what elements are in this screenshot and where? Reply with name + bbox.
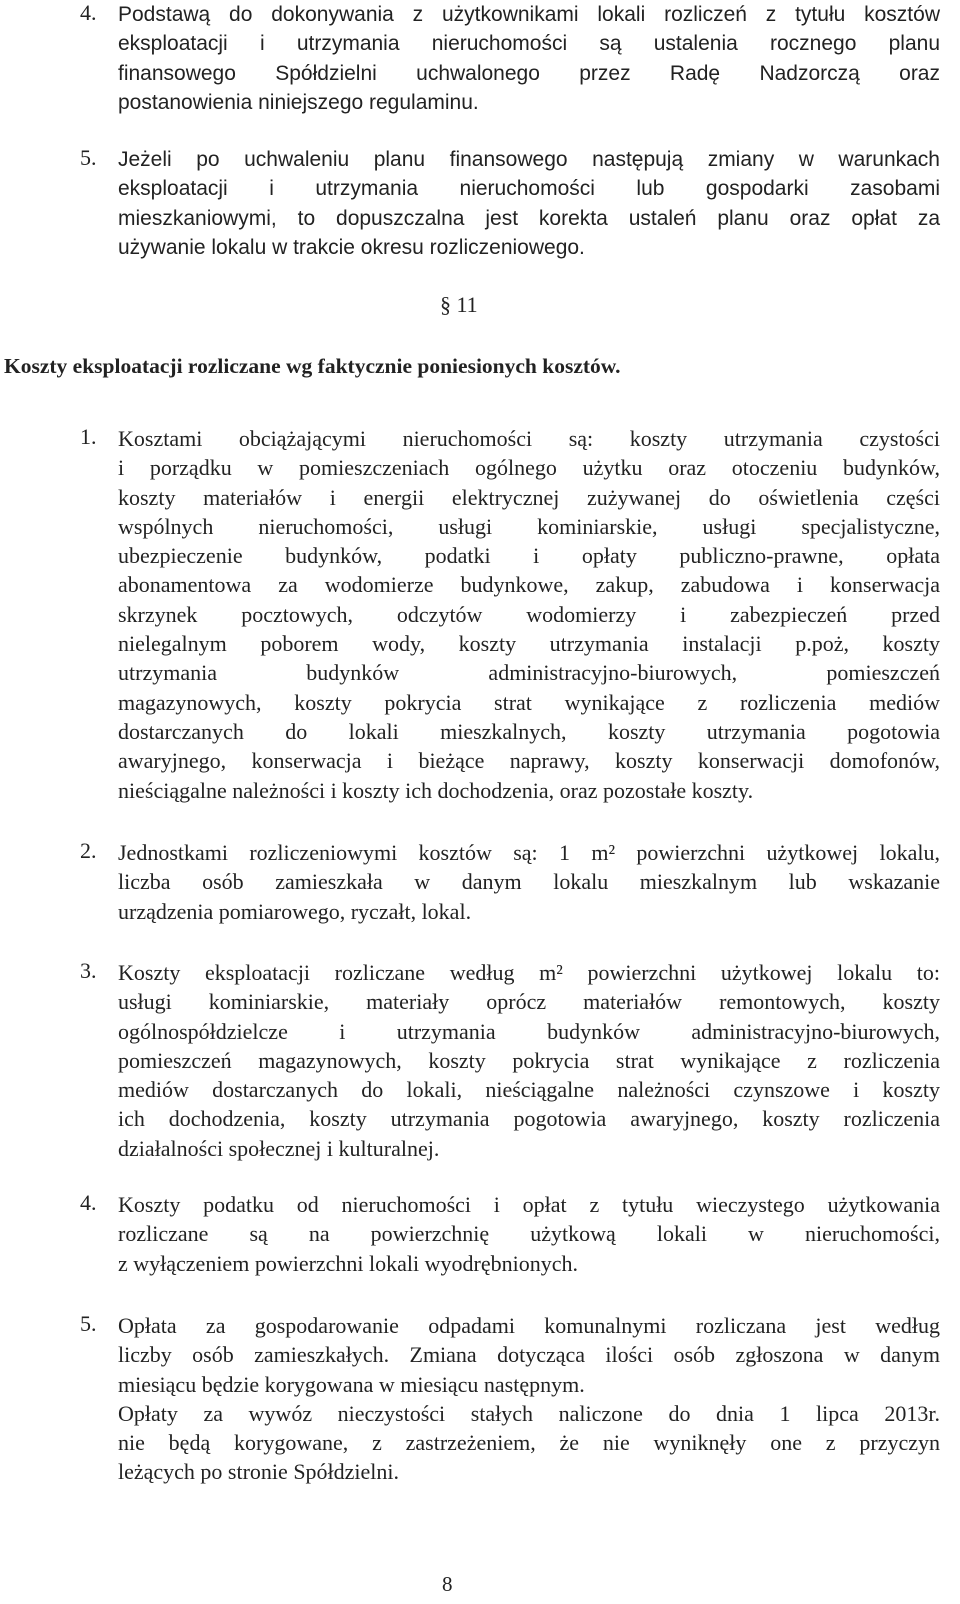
text-line: magazynowych, koszty pokrycia strat wynikające z rozliczenia mediów [118, 689, 940, 715]
text-line: urządzenia pomiarowego, ryczałt, lokal. [118, 898, 472, 924]
item-text [118, 145, 940, 262]
page-number: 8 [442, 1572, 453, 1596]
text-line: mieszkaniowymi, to dopuszczalna jest korekta ustaleń planu oraz opłat za [118, 206, 940, 230]
item-text [118, 0, 940, 117]
text-line: liczby osób zamieszkałych. Zmiana dotycząca ilości osób zgłoszona w danym [118, 1342, 940, 1368]
text-line: ogólnospółdzielcze i utrzymania budynków administracyjno-biurowych, [118, 1018, 940, 1044]
item-number: 1. [80, 424, 97, 449]
text-line: rozliczane są na powierzchnię użytkową lokali w nieruchomości, [118, 1221, 940, 1247]
item-number: 5. [80, 145, 97, 170]
text-line: koszty materiałów i energii elektrycznej zużywanej do oświetlenia części [118, 484, 940, 510]
section-number: § 11 [440, 292, 478, 317]
text-line: nielegalnym poborem wody, koszty utrzymania instalacji p.poż, koszty [118, 631, 940, 657]
item-text [118, 1190, 940, 1278]
text-line: Koszty podatku od nieruchomości i opłat z tytułu wieczystego użytkowania [118, 1192, 940, 1217]
item-text [118, 958, 940, 1163]
item-number: 5. [80, 1311, 97, 1336]
text-line: utrzymania budynków administracyjno-biurowych, pomieszczeń [118, 660, 940, 686]
text-line: Kosztami obciążającymi nieruchomości są: koszty utrzymania czystości [118, 426, 940, 451]
text-line: eksploatacji i utrzymania nieruchomości są ustalenia rocznego planu [118, 32, 940, 56]
text-line: Opłata za gospodarowanie odpadami komunalnymi rozliczana jest według [118, 1313, 940, 1338]
text-line: usługi kominiarskie, materiały oprócz materiałów remontowych, koszty [118, 989, 940, 1015]
text-line: dostarczanych do lokali mieszkalnych, koszty utrzymania pogotowia [118, 718, 940, 744]
text-line: finansowego Spółdzielni uchwalonego przez Radę Nadzorczą oraz [118, 61, 940, 85]
text-line: mediów dostarczanych do lokali, nieściągalne należności czynszowe i koszty [118, 1077, 940, 1103]
text-line: miesiącu będzie korygowana w miesiącu następnym. [118, 1371, 585, 1397]
text-line: działalności społecznej i kulturalnej. [118, 1135, 440, 1161]
item-number: 3. [80, 958, 97, 983]
item-text [118, 1311, 940, 1487]
text-line: Koszty eksploatacji rozliczane według m² powierzchni użytkowej lokalu to: [118, 960, 940, 985]
text-line: wspólnych nieruchomości, usługi kominiarskie, usługi specjalistyczne, [118, 513, 940, 539]
text-line: leżących po stronie Spółdzielni. [118, 1459, 400, 1485]
text-line: używanie lokalu w trakcie okresu rozliczeniowego. [118, 235, 585, 259]
text-line: Jednostkami rozliczeniowymi kosztów są: 1 m² powierzchni użytkowej lokalu, [118, 840, 940, 865]
text-line: ubezpieczenie budynków, podatki i opłaty publiczno-prawne, opłata [118, 543, 940, 569]
item-text [118, 424, 940, 805]
text-line: eksploatacji i utrzymania nieruchomości lub gospodarki zasobami [118, 177, 940, 201]
text-line: postanowienia niniejszego regulaminu. [118, 90, 479, 114]
text-line: nieściągalne należności i koszty ich dochodzenia, oraz pozostałe koszty. [118, 777, 754, 803]
text-line: z wyłączeniem powierzchni lokali wyodrębnionych. [118, 1250, 579, 1276]
item-text [118, 838, 940, 926]
text-line: ich dochodzenia, koszty utrzymania pogotowia awaryjnego, koszty rozliczenia [118, 1106, 940, 1132]
item-number: 2. [80, 838, 97, 863]
item-number: 4. [80, 1190, 97, 1215]
text-line: Opłaty za wywóz nieczystości stałych naliczone do dnia 1 lipca 2013r. [118, 1400, 940, 1426]
text-line: skrzynek pocztowych, odczytów wodomierzy i zabezpieczeń przed [118, 601, 940, 627]
item-number: 4. [80, 0, 97, 25]
text-line: Jeżeli po uchwaleniu planu finansowego następują zmiany w warunkach [118, 148, 940, 171]
text-line: awaryjnego, konserwacja i bieżące naprawy, koszty konserwacji domofonów, [118, 748, 940, 774]
text-line: nie będą korygowane, z zastrzeżeniem, że nie wyniknęły one z przyczyn [118, 1430, 940, 1456]
section-title: Koszty eksploatacji rozliczane wg faktycznie poniesionych kosztów. [4, 354, 621, 378]
text-line: i porządku w pomieszczeniach ogólnego użytku oraz otoczeniu budynków, [118, 455, 940, 481]
text-line: liczba osób zamieszkała w danym lokalu mieszkalnym lub wskazanie [118, 869, 940, 895]
text-line: pomieszczeń magazynowych, koszty pokrycia strat wynikające z rozliczenia [118, 1047, 940, 1073]
text-line: Podstawą do dokonywania z użytkownikami lokali rozliczeń z tytułu kosztów [118, 3, 940, 26]
text-line: abonamentowa za wodomierze budynkowe, zakup, zabudowa i konserwacja [118, 572, 940, 598]
